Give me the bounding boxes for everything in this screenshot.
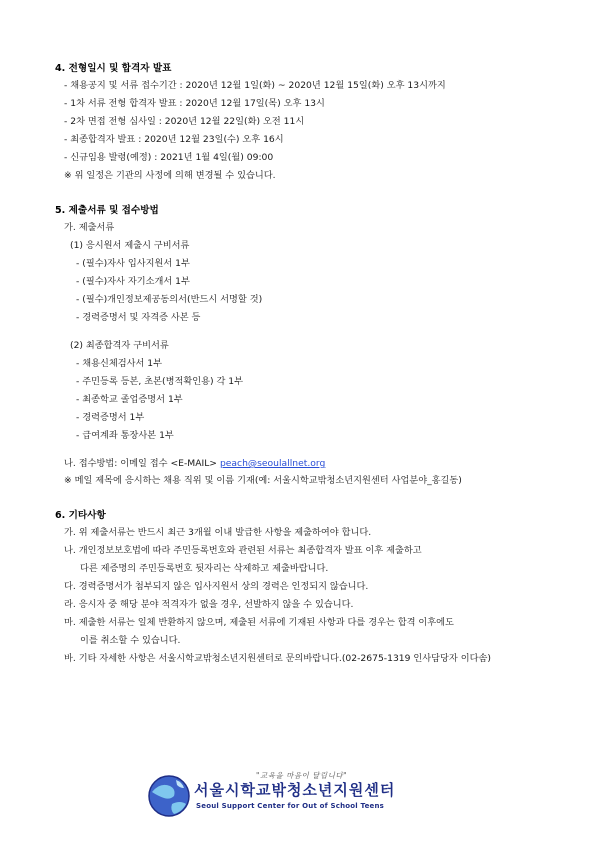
section4-title: 4. 전형일시 및 합격자 발표 xyxy=(55,63,172,74)
section5-sub2-item: - 최종학교 졸업증명서 1부 xyxy=(76,394,183,405)
submission-method-label: 나. 접수방법: 이메일 접수 <E-MAIL> xyxy=(64,458,218,469)
section6-item: 다. 경력증명서가 첨부되지 않은 입사지원서 상의 경력은 인정되지 않습니다. xyxy=(64,581,369,592)
section5-ga: 가. 제출서류 xyxy=(64,222,115,233)
email-link[interactable]: peach@seoulallnet.org xyxy=(219,458,326,469)
logo-slogan: "교육을 마음이 달립니다" xyxy=(256,771,348,780)
section6-item-continued: 다른 제증명의 주민등록번호 뒷자리는 삭제하고 제출바랍니다. xyxy=(80,563,329,574)
section6-item: 가. 위 제출서류는 반드시 최근 3개월 이내 발급한 사항을 제출하여야 합니다. xyxy=(64,527,372,538)
section5-sub1-title: (1) 응시원서 제출시 구비서류 xyxy=(70,240,190,251)
section6-item: 바. 기타 자세한 사항은 서울시학교밖청소년지원센터로 문의바랍니다.(02-2675-1319 인사담당자 이다솜) xyxy=(64,653,491,664)
organization-logo xyxy=(146,772,436,820)
section6-title: 6. 기타사항 xyxy=(55,510,106,521)
logo-name-korean: 서울시학교밖청소년지원센터 xyxy=(194,781,396,799)
section5-sub2-item: - 주민등록 등본, 초본(병적확인용) 각 1부 xyxy=(76,376,243,387)
section4-item: - 최종합격자 발표 : 2020년 12월 23일(수) 오후 16시 xyxy=(64,134,284,145)
section5-sub2-item: - 채용신체검사서 1부 xyxy=(76,358,163,369)
section6-item: 나. 개인정보보호법에 따라 주민등록번호와 관련된 서류는 최종합격자 발표 이후 제출하고 xyxy=(64,545,422,556)
section5-sub2-item: - 급여계좌 통장사본 1부 xyxy=(76,430,174,441)
section4-item: - 채용공지 및 서류 접수기간 : 2020년 12월 1일(화) ~ 2020년 12월 15일(화) 오후 13시까지 xyxy=(64,80,446,91)
section5-title: 5. 제출서류 및 접수방법 xyxy=(55,205,159,216)
section5-sub1-item: - (필수)자사 입사지원서 1부 xyxy=(76,258,190,269)
section6-item: 마. 제출한 서류는 일체 반환하지 않으며, 제출된 서류에 기재된 사항과 다를 경우는 합격 이후에도 xyxy=(64,617,454,628)
section5-sub2-title: (2) 최종합격자 구비서류 xyxy=(70,340,169,351)
section5-note: ※ 메일 제목에 응시하는 채용 직위 및 이름 기재(예: 서울시학교밖청소년지원센터 사업분야_홍길동) xyxy=(64,475,462,486)
globe-logo-icon xyxy=(146,774,192,818)
section5-submission-method xyxy=(64,459,325,468)
section5-sub1-item: - (필수)개인정보제공동의서(반드시 서명할 것) xyxy=(76,294,263,305)
section5-sub1-item: - 경력증명서 및 자격증 사본 등 xyxy=(76,312,201,323)
section4-note: ※ 위 일정은 기관의 사정에 의해 변경될 수 있습니다. xyxy=(64,170,276,181)
section5-sub1-item: - (필수)자사 자기소개서 1부 xyxy=(76,276,190,287)
section5-sub2-item: - 경력증명서 1부 xyxy=(76,412,145,423)
section4-item: - 1차 서류 전형 합격자 발표 : 2020년 12월 17일(목) 오후 13시 xyxy=(64,98,325,109)
section4-item: - 2차 면접 전형 심사일 : 2020년 12월 22일(화) 오전 11시 xyxy=(64,116,305,127)
section6-item: 라. 응시자 중 해당 분야 적격자가 없을 경우, 선발하지 않을 수 있습니다. xyxy=(64,599,354,610)
section4-item: - 신규임용 발령(예정) : 2021년 1월 4일(월) 09:00 xyxy=(64,152,274,163)
logo-name-english: Seoul Support Center for Out of School Teens xyxy=(196,802,385,810)
section6-item-continued: 이를 취소할 수 있습니다. xyxy=(80,635,181,646)
